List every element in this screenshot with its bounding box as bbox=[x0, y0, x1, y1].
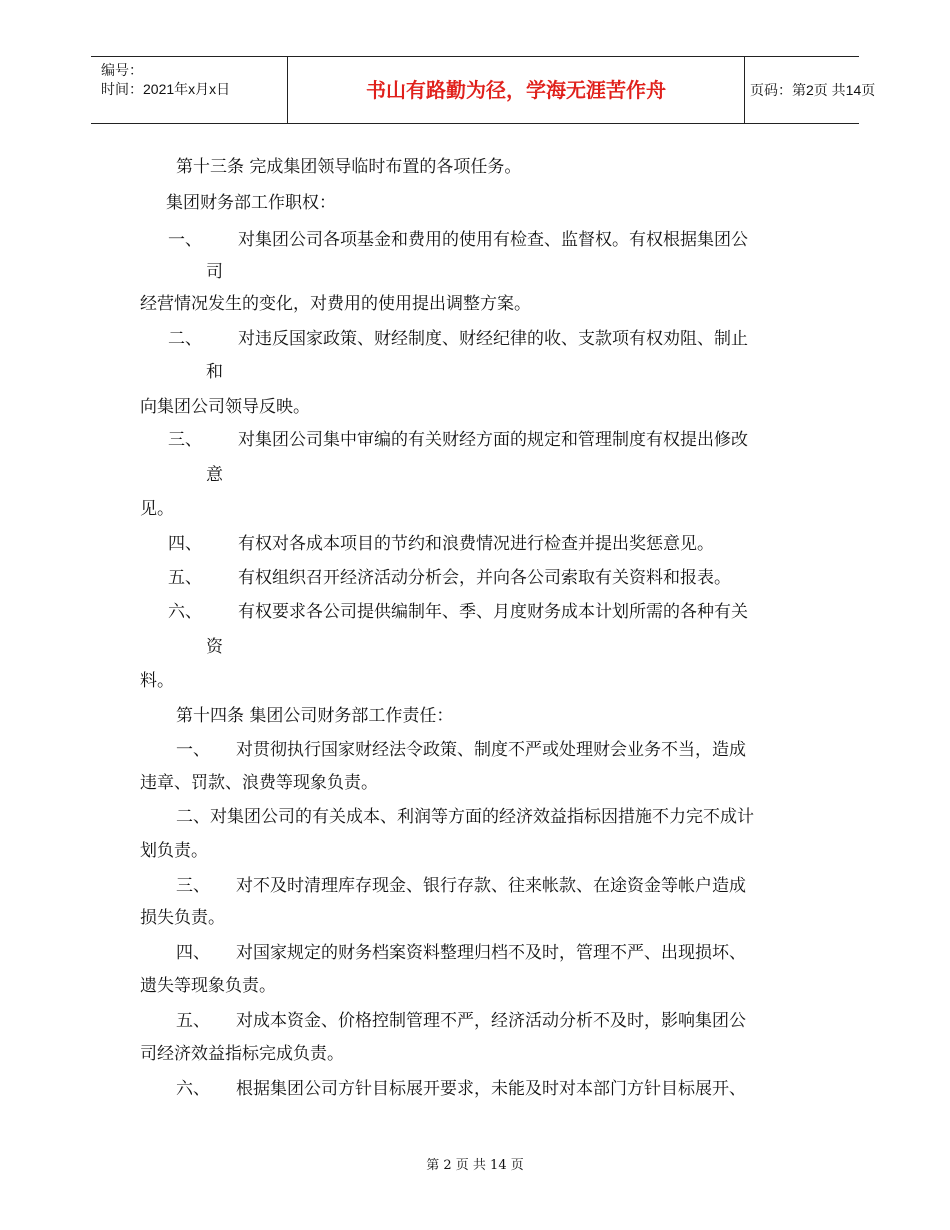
article-13: 第十三条 完成集团领导临时布置的各项任务。 bbox=[176, 157, 522, 177]
resp-3-marker: 三、 bbox=[176, 876, 210, 896]
resp-3-line-1: 对不及时清理库存现金、银行存款、往来帐款、在途资金等帐户造成 bbox=[236, 876, 746, 896]
power-2-line-3: 向集团公司领导反映。 bbox=[140, 397, 310, 417]
power-3-line-3: 见。 bbox=[140, 499, 174, 519]
header-motto-cell bbox=[287, 57, 745, 123]
page-header bbox=[91, 56, 876, 124]
resp-4-marker: 四、 bbox=[176, 943, 210, 963]
power-1-line-2: 司 bbox=[206, 262, 223, 282]
header-page-info: 页码：第2页 共14页 bbox=[750, 82, 876, 98]
power-6-line-2: 资 bbox=[206, 637, 223, 657]
resp-3-line-2: 损失负责。 bbox=[140, 908, 225, 928]
document-number: 编号： bbox=[101, 62, 143, 78]
power-6-line-3: 料。 bbox=[140, 671, 174, 691]
power-5-line-1: 有权组织召开经济活动分析会，并向各公司索取有关资料和报表。 bbox=[238, 568, 731, 588]
power-4-line-1: 有权对各成本项目的节约和浪费情况进行检查并提出奖惩意见。 bbox=[238, 534, 714, 554]
power-3-line-2: 意 bbox=[206, 465, 223, 485]
resp-5-line-2: 司经济效益指标完成负责。 bbox=[140, 1044, 344, 1064]
resp-4-line-1: 对国家规定的财务档案资料整理归档不及时，管理不严、出现损坏、 bbox=[236, 943, 746, 963]
power-3-line-1: 对集团公司集中审编的有关财经方面的规定和管理制度有权提出修改 bbox=[238, 430, 748, 450]
resp-6-marker: 六、 bbox=[176, 1079, 210, 1099]
article-14: 第十四条 集团公司财务部工作责任： bbox=[176, 706, 454, 726]
resp-2-line-2: 划负责。 bbox=[140, 841, 208, 861]
power-3-marker: 三、 bbox=[168, 430, 202, 450]
header-page-cell bbox=[744, 57, 876, 123]
resp-1-line-1: 对贯彻执行国家财经法令政策、制度不严或处理财会业务不当，造成 bbox=[236, 740, 746, 760]
resp-6-line-1: 根据集团公司方针目标展开要求，未能及时对本部门方针目标展开、 bbox=[236, 1079, 746, 1099]
power-2-marker: 二、 bbox=[168, 329, 202, 349]
resp-5-line-1: 对成本资金、价格控制管理不严，经济活动分析不及时，影响集团公 bbox=[236, 1011, 746, 1031]
power-1-line-3: 经营情况发生的变化，对费用的使用提出调整方案。 bbox=[140, 294, 531, 314]
powers-title: 集团财务部工作职权： bbox=[166, 193, 336, 213]
power-6-marker: 六、 bbox=[168, 602, 202, 622]
page-footer: 第 2 页 共 14 页 bbox=[426, 1158, 524, 1173]
power-2-line-2: 和 bbox=[206, 362, 223, 382]
power-1-line-1: 对集团公司各项基金和费用的使用有检查、监督权。有权根据集团公 bbox=[238, 230, 748, 250]
resp-1-line-2: 违章、罚款、浪费等现象负责。 bbox=[140, 773, 378, 793]
resp-2-line-1: 二、对集团公司的有关成本、利润等方面的经济效益指标因措施不力完不成计 bbox=[176, 807, 754, 827]
header-meta-cell bbox=[91, 57, 287, 123]
power-6-line-1: 有权要求各公司提供编制年、季、月度财务成本计划所需的各种有关 bbox=[238, 602, 748, 622]
power-4-marker: 四、 bbox=[168, 534, 202, 554]
motto: 书山有路勤为径，学海无涯苦作舟 bbox=[366, 78, 666, 102]
resp-4-line-2: 遗失等现象负责。 bbox=[140, 976, 276, 996]
resp-5-marker: 五、 bbox=[176, 1011, 210, 1031]
resp-1-marker: 一、 bbox=[176, 740, 210, 760]
power-5-marker: 五、 bbox=[168, 568, 202, 588]
power-1-marker: 一、 bbox=[168, 230, 202, 250]
document-date: 时间：2021年x月x日 bbox=[101, 81, 231, 97]
power-2-line-1: 对违反国家政策、财经制度、财经纪律的收、支款项有权劝阻、制止 bbox=[238, 329, 748, 349]
